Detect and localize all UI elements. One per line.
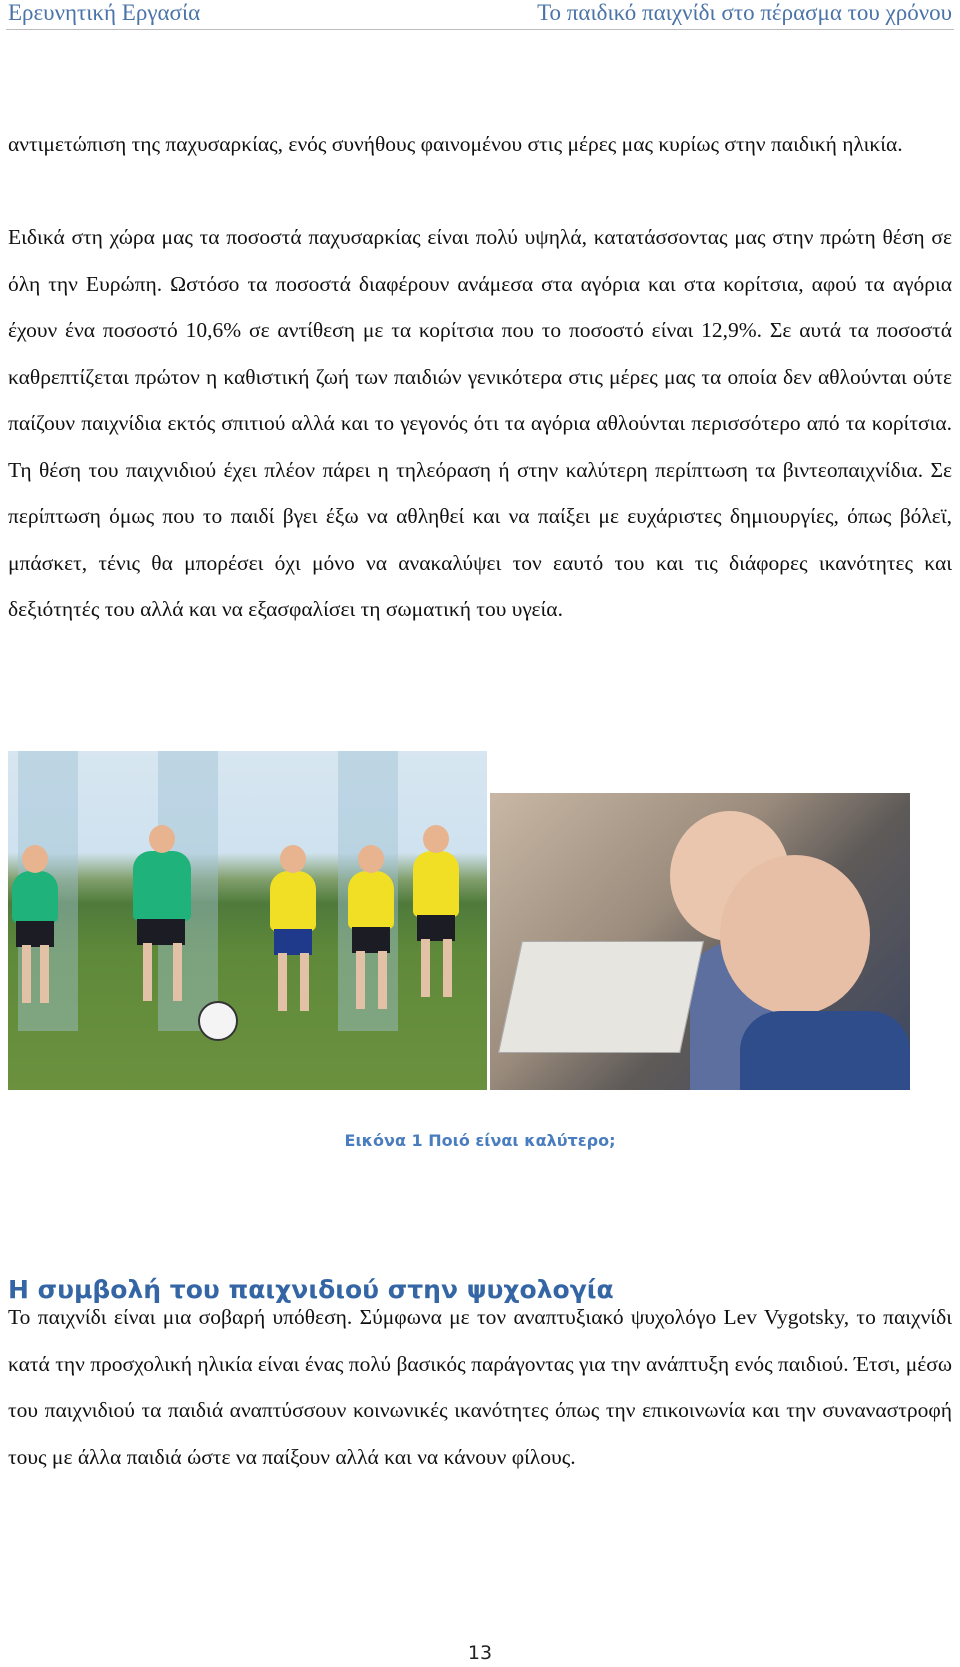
- child-leg: [22, 945, 31, 1003]
- child-green-shirt: [12, 871, 58, 923]
- child-head: [358, 845, 384, 873]
- child-head: [149, 825, 175, 853]
- header-rule: [6, 29, 954, 30]
- babies-computer-photo: [490, 793, 910, 1090]
- child-leg: [143, 943, 152, 1001]
- child-yellow-shirt: [270, 871, 316, 931]
- running-header: [0, 0, 960, 28]
- child-leg: [173, 943, 182, 1001]
- paragraph-text: αντιμετώπιση της παχυσαρκίας, ενός συνήθους φαινομένου στις μέρες μας κυρίως στην παιδική ηλικία.: [8, 132, 903, 156]
- child-shorts: [16, 921, 54, 947]
- child-leg: [356, 951, 365, 1009]
- paragraph-obesity-statistics: [8, 214, 952, 633]
- page-number: 13: [467, 1642, 493, 1664]
- child-yellow-shirt: [413, 851, 459, 917]
- child-yellow-shirt: [348, 871, 394, 929]
- child-shorts: [352, 927, 390, 953]
- section-heading: Η συμβολή του παιχνιδιού στην ψυχολογία: [8, 1275, 614, 1304]
- child-leg: [443, 939, 452, 997]
- child-leg: [378, 951, 387, 1009]
- header-right-title: Το παιδικό παιχνίδι στο πέρασμα του χρόνου: [537, 0, 952, 25]
- soccer-ball: [198, 1001, 238, 1041]
- children-soccer-photo: [8, 751, 487, 1090]
- child-leg: [40, 945, 49, 1003]
- child-shorts: [274, 929, 312, 955]
- child-leg: [421, 939, 430, 997]
- figure-caption: Εικόνα 1 Ποιό είναι καλύτερο;: [344, 1131, 616, 1150]
- paragraph-obesity-intro: [8, 121, 952, 168]
- baby-shirt-front: [740, 1011, 910, 1090]
- baby-head-front: [720, 855, 870, 1015]
- child-leg: [278, 953, 287, 1011]
- child-green-shirt: [133, 851, 191, 921]
- computer-keyboard: [498, 941, 704, 1053]
- child-leg: [300, 953, 309, 1011]
- paragraph-text: Το παιχνίδι είναι μια σοβαρή υπόθεση. Σύμφωνα με τον αναπτυξιακό ψυχολόγο Lev Vygotsky, το παιχνίδι κατά την προσχολική ηλικία είναι ένας πολύ βασικός παράγοντας για την ανάπτυξη ενός παιδιού. Έτσι, μέσω του παιχνιδιού τα παιδιά αναπτύσσουν κοινωνικές ικανότητες όπως την επικοινωνία και την συναναστροφή τους με άλλα παιδιά ώστε να παίξουν αλλά και να κάνουν φίλους.: [8, 1305, 952, 1469]
- child-head: [423, 825, 449, 853]
- child-shorts: [417, 915, 455, 941]
- child-head: [22, 845, 48, 873]
- child-head: [280, 845, 306, 873]
- header-left-title: Ερευνητική Εργασία: [8, 0, 201, 25]
- paragraph-psychology: [8, 1294, 952, 1480]
- paragraph-text: Ειδικά στη χώρα μας τα ποσοστά παχυσαρκίας είναι πολύ υψηλά, κατατάσσοντας μας στην πρώτη θέση σε όλη την Ευρώπη. Ωστόσο τα ποσοστά διαφέρουν ανάμεσα στα αγόρια και στα κορίτσια, αφού τα αγόρια έχουν ένα ποσοστό 10,6% σε αντίθεση με τα κορίτσια που το ποσοστό είναι 12,9%. Σε αυτά τα ποσοστά καθρεπτίζεται πρώτον η καθιστική ζωή των παιδιών γενικότερα στις μέρες μας τα οποία δεν αθλούνται ούτε παίζουν παιχνίδια εκτός σπιτιού αλλά και το γεγονός ότι τα αγόρια αθλούνται περισσότερο από τα κορίτσια. Τη θέση του παιχνιδιού έχει πλέον πάρει η τηλεόραση ή στην καλύτερη περίπτωση τα βιντεοπαιχνίδια. Σε περίπτωση όμως που το παιδί βγει έξω να αθληθεί και να παίξει με ευχάριστες δημιουργίες, όπως βόλεϊ, μπάσκετ, τένις θα μπορέσει όχι μόνο να ανακαλύψει τον εαυτό του και τις διάφορες ικανότητες και δεξιότητές του αλλά και να εξασφαλίσει τη σωματική του υγεία.: [8, 225, 952, 621]
- child-shorts: [137, 919, 185, 945]
